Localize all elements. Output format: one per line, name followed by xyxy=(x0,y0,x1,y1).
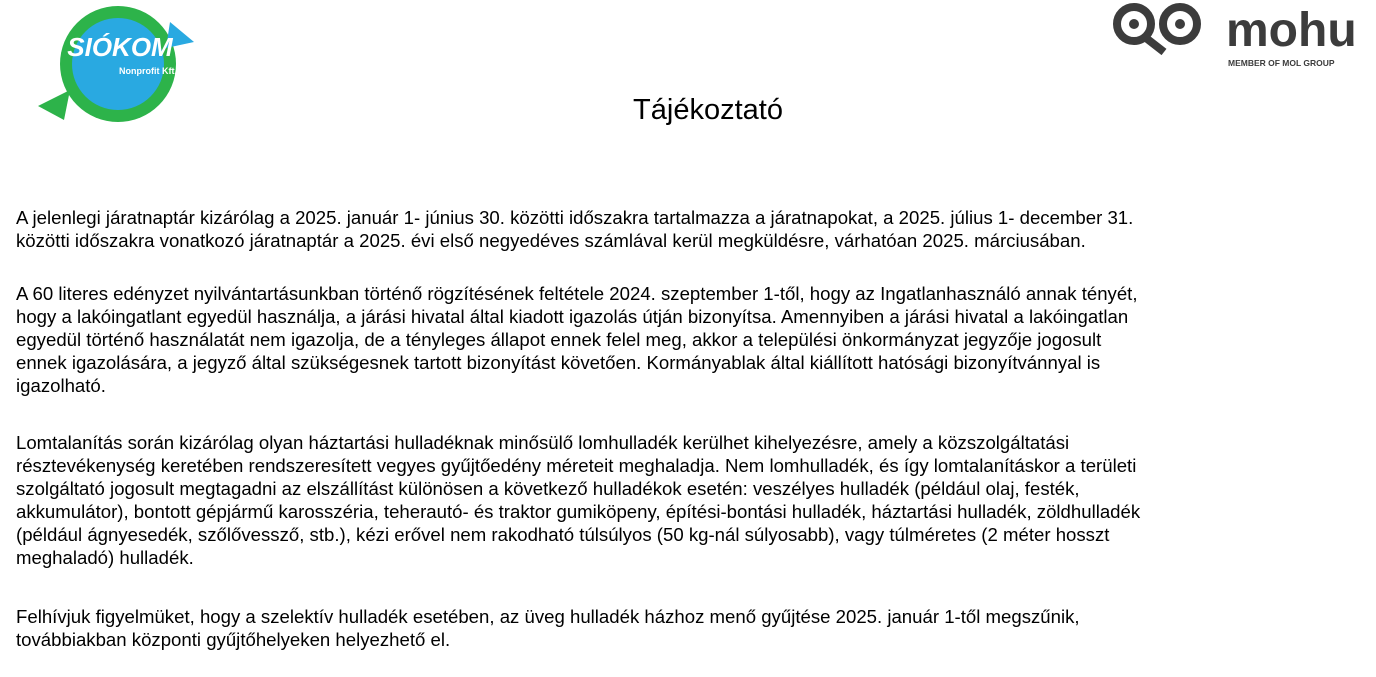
paragraph-60-liter-bin: A 60 literes edényzet nyilvántartásunkban történő rögzítésének feltétele 2024. szeptember 1-től, hogy az Ingatlanhasználó annak tényét, hogy a lakóingatlant egyedül használja, a járási hivatal által kiadott igazolás útján bizonyítsa. Amennyiben a járási hivatal a lakóingatlan egyedül történő használatát nem igazolja, de a tényleges állapot ennek felel meg, akkor a települési önkormányzat jegyzője jogosult ennek igazolására, a jegyző által szükségesnek tartott bizonyítást követően. Kormányablak által kiállított hatósági bizonyítvánnyal is igazolható. xyxy=(16,283,1138,396)
mohu-logo-name: mohu xyxy=(1226,4,1357,57)
mohu-logo-tagline: MEMBER OF MOL GROUP xyxy=(1228,58,1335,68)
page-title: Tájékoztató xyxy=(633,94,783,126)
siokom-logo-sub: Nonprofit Kft. xyxy=(119,66,177,76)
notice-body xyxy=(16,206,1366,677)
mohu-emblem-icon xyxy=(1117,7,1197,52)
mohu-logo xyxy=(1106,0,1368,72)
paragraph-glass-collection: Felhívjuk figyelmüket, hogy a szelektív hulladék esetében, az üveg hulladék házhoz menő gyűjtése 2025. január 1-től megszűnik, továbbiakban központi gyűjtőhelyeken helyezhető el. xyxy=(16,606,1080,650)
paragraph-schedule: A jelenlegi járatnaptár kizárólag a 2025. január 1- június 30. közötti időszakra tartalmazza a járatnapokat, a 2025. július 1- december 31. közötti időszakra vonatkozó járatnaptár a 2025. évi első negyedéves számlával kerül megküldésre, várhatóan 2025. márciusában. xyxy=(16,207,1134,251)
paragraph-bulky-waste: Lomtalanítás során kizárólag olyan háztartási hulladéknak minősülő lomhulladék kerülhet kihelyezésre, amely a közszolgáltatási résztevékenység keretében rendszeresített vegyes gyűjtőedény méreteit meghaladja. Nem lomhulladék, és így lomtalanításkor a területi szolgáltató jogosult megtagadni az elszállítást különösen a következő hulladékok esetén: veszélyes hulladék (például olaj, festék, akkumulátor), bontott gépjármű karosszéria, teherautó- és traktor gumiköpeny, építési-bontási hulladék, háztartási hulladék, zöldhulladék (például ágnyesedék, szőlővessző, stb.), kézi erővel nem rakodható túlsúlyos (50 kg-nál súlyosabb), vagy túlméretes (2 méter hosszt meghaladó) hulladék. xyxy=(16,432,1141,568)
siokom-logo-name: SIÓKOM xyxy=(67,32,173,62)
